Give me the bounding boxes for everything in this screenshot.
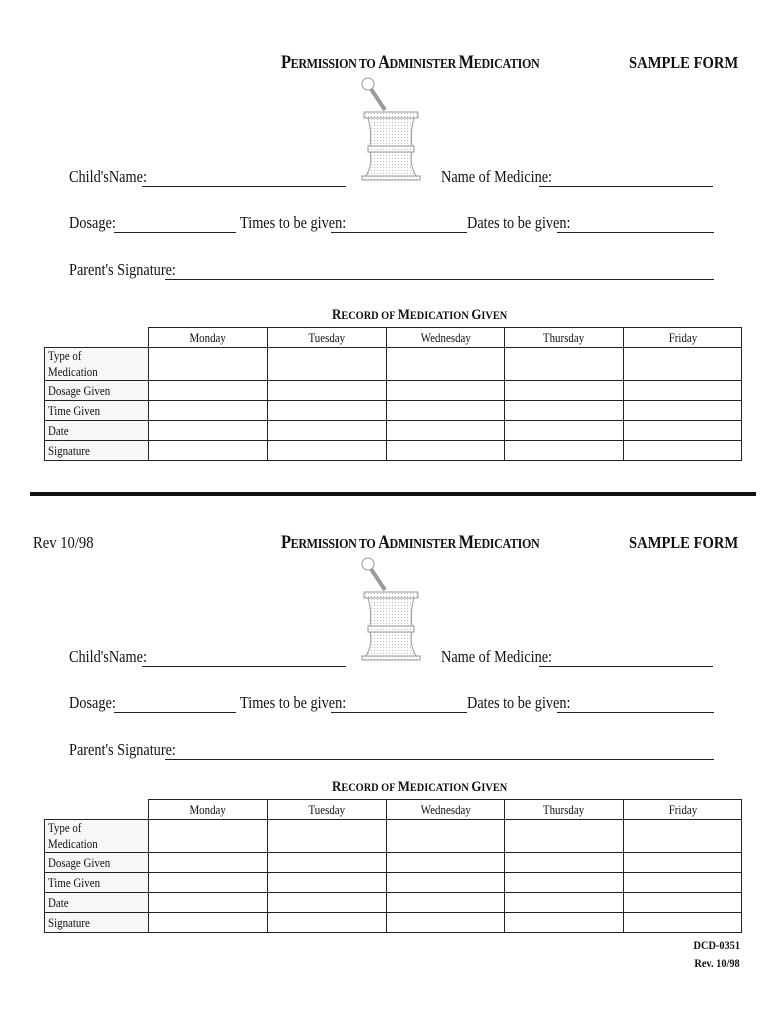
table-cell[interactable] (149, 348, 268, 381)
table-cell[interactable] (387, 913, 505, 933)
table-cell[interactable] (268, 421, 387, 441)
table-cell[interactable] (268, 381, 387, 401)
table-row (45, 873, 742, 893)
day-header: Friday (624, 800, 742, 820)
dates-label: Dates to be given: (467, 693, 571, 712)
times-field[interactable] (331, 712, 467, 713)
table-cell[interactable] (149, 853, 268, 873)
day-header: Tuesday (268, 800, 387, 820)
times-label: Times to be given: (240, 213, 347, 232)
medicine-name-field[interactable] (539, 186, 713, 187)
table-cell[interactable] (624, 381, 742, 401)
row-label: Dosage Given (45, 853, 149, 873)
day-header: Thursday (505, 800, 624, 820)
table-cell[interactable] (505, 913, 624, 933)
dosage-field[interactable] (114, 232, 236, 233)
table-cell[interactable] (149, 401, 268, 421)
table-header-row (45, 800, 742, 820)
table-row (45, 381, 742, 401)
table-cell[interactable] (387, 441, 505, 461)
table-cell[interactable] (387, 348, 505, 381)
day-header: Monday (149, 328, 268, 348)
mortar-pestle-icon (358, 556, 424, 664)
table-cell[interactable] (387, 381, 505, 401)
day-header: Friday (624, 328, 742, 348)
day-header: Monday (149, 800, 268, 820)
table-cell[interactable] (505, 421, 624, 441)
form-code: DCD-0351 (693, 938, 740, 952)
sample-form-label: SAMPLE FORM (629, 53, 739, 72)
form-title: PERMISSION TO ADMINISTER MEDICATION (281, 532, 540, 553)
sample-form-label: SAMPLE FORM (629, 533, 739, 552)
parent-signature-label: Parent's Signature: (69, 260, 176, 279)
table-row (45, 913, 742, 933)
table-cell[interactable] (624, 820, 742, 853)
day-header: Wednesday (387, 800, 505, 820)
mortar-pestle-icon (358, 76, 424, 184)
parent-signature-field[interactable] (165, 279, 714, 280)
table-row (45, 441, 742, 461)
dosage-label: Dosage: (69, 693, 116, 712)
child-name-field[interactable] (142, 666, 346, 667)
table-cell[interactable] (505, 381, 624, 401)
table-cell[interactable] (268, 853, 387, 873)
table-cell[interactable] (505, 893, 624, 913)
record-title: RECORD OF MEDICATION GIVEN (332, 779, 508, 795)
medication-record-table (44, 799, 742, 933)
table-cell[interactable] (387, 893, 505, 913)
table-cell[interactable] (387, 873, 505, 893)
table-cell[interactable] (624, 893, 742, 913)
medicine-name-field[interactable] (539, 666, 713, 667)
day-header: Tuesday (268, 328, 387, 348)
table-cell[interactable] (505, 401, 624, 421)
row-label: Signature (45, 913, 149, 933)
row-label: Time Given (45, 873, 149, 893)
medication-record-table (44, 327, 742, 461)
table-cell[interactable] (387, 401, 505, 421)
table-cell[interactable] (387, 421, 505, 441)
table-cell[interactable] (624, 401, 742, 421)
table-row (45, 348, 742, 381)
table-cell[interactable] (268, 913, 387, 933)
table-corner (45, 328, 149, 348)
dates-field[interactable] (557, 232, 714, 233)
table-cell[interactable] (268, 401, 387, 421)
table-cell[interactable] (505, 441, 624, 461)
medicine-name-label: Name of Medicine: (441, 167, 553, 186)
medicine-name-label: Name of Medicine: (441, 647, 553, 666)
table-cell[interactable] (624, 853, 742, 873)
table-cell[interactable] (505, 348, 624, 381)
revision-label: Rev 10/98 (33, 533, 94, 552)
table-row (45, 820, 742, 853)
medication-form-bottom (0, 480, 770, 960)
row-label: Signature (45, 441, 149, 461)
table-cell[interactable] (149, 820, 268, 853)
dosage-label: Dosage: (69, 213, 116, 232)
table-corner (45, 800, 149, 820)
table-cell[interactable] (268, 893, 387, 913)
form-title: PERMISSION TO ADMINISTER MEDICATION (281, 52, 540, 73)
medication-form-top (0, 0, 770, 480)
record-title: RECORD OF MEDICATION GIVEN (332, 307, 508, 323)
times-label: Times to be given: (240, 693, 347, 712)
table-cell[interactable] (268, 873, 387, 893)
table-cell[interactable] (268, 348, 387, 381)
row-label: Date (45, 421, 149, 441)
table-cell[interactable] (268, 441, 387, 461)
table-cell[interactable] (149, 421, 268, 441)
child-name-field[interactable] (142, 186, 346, 187)
parent-signature-label: Parent's Signature: (69, 740, 176, 759)
table-cell[interactable] (149, 913, 268, 933)
dates-field[interactable] (557, 712, 714, 713)
times-field[interactable] (331, 232, 467, 233)
row-label: Date (45, 893, 149, 913)
table-cell[interactable] (505, 820, 624, 853)
table-cell[interactable] (505, 873, 624, 893)
footer-revision: Rev. 10/98 (694, 956, 740, 970)
child-name-label: Child'sName: (69, 647, 147, 666)
table-cell[interactable] (387, 853, 505, 873)
table-row (45, 893, 742, 913)
row-label: Dosage Given (45, 381, 149, 401)
dates-label: Dates to be given: (467, 213, 571, 232)
table-row (45, 421, 742, 441)
row-label: Type of Medication (45, 348, 149, 381)
table-cell[interactable] (505, 853, 624, 873)
day-header: Wednesday (387, 328, 505, 348)
table-cell[interactable] (149, 893, 268, 913)
parent-signature-field[interactable] (165, 759, 714, 760)
table-cell[interactable] (624, 421, 742, 441)
table-cell[interactable] (624, 873, 742, 893)
day-header: Thursday (505, 328, 624, 348)
table-row (45, 401, 742, 421)
table-row (45, 853, 742, 873)
row-label: Type of Medication (45, 820, 149, 853)
row-label: Time Given (45, 401, 149, 421)
table-cell[interactable] (624, 913, 742, 933)
table-cell[interactable] (149, 381, 268, 401)
table-cell[interactable] (387, 820, 505, 853)
child-name-label: Child'sName: (69, 167, 147, 186)
table-cell[interactable] (624, 348, 742, 381)
dosage-field[interactable] (114, 712, 236, 713)
table-header-row (45, 328, 742, 348)
table-cell[interactable] (149, 441, 268, 461)
table-cell[interactable] (268, 820, 387, 853)
table-cell[interactable] (149, 873, 268, 893)
table-cell[interactable] (624, 441, 742, 461)
